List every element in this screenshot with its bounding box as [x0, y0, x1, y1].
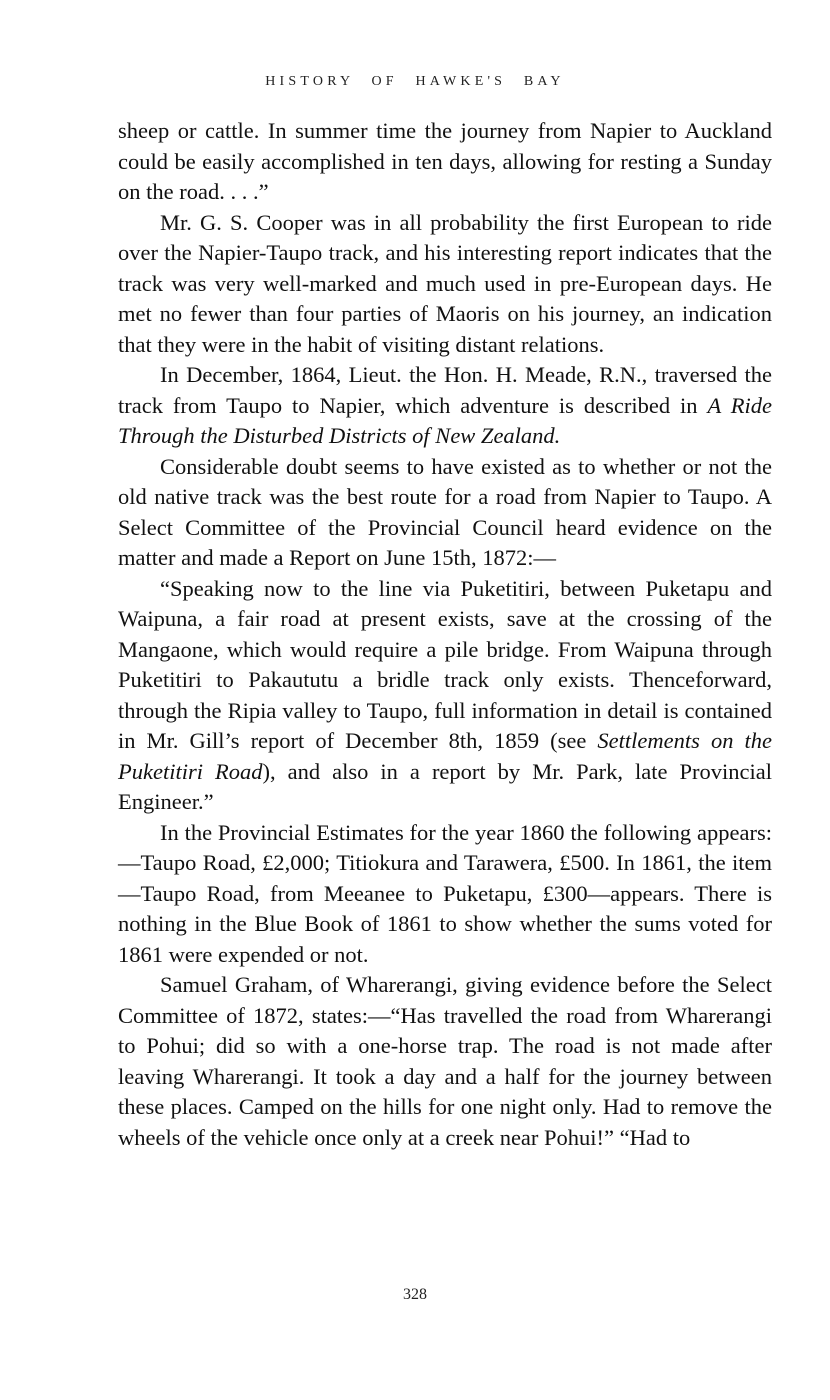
- page-number: 328: [403, 1286, 427, 1303]
- text-segment: “Speaking now to the line via Puketitiri, between Puketapu and Waipuna, a fair road at present exists, save at the crossing of the Mangaone, which would require a pile bridge. From Waipuna through Puketitiri to Pakaututu a bridle track only exists. Thenceforward, through the Ripia valley to Taupo, full information in detail is contained in Mr. Gill’s report of December 8th, 1859 (see: [118, 575, 772, 753]
- text-segment: ), and also in a report by Mr. Park, late Provincial Engineer.”: [118, 758, 772, 814]
- paragraph: [118, 208, 772, 361]
- paragraph: [118, 360, 772, 452]
- book-title: Settlements on the Puketitiri Road: [118, 728, 772, 784]
- paragraph: [118, 970, 772, 1153]
- running-head: HISTORY OF HAWKE'S BAY: [265, 74, 565, 89]
- text-segment: Samuel Graham, of Wharerangi, giving evidence before the Select Committee of 1872, states:—“Has travelled the road from Wharerangi to Pohui; did so with a one-horse trap. The road is not made after leaving Wharerangi. It took a day and a half for the journey between these places. Camped on the hills for one night only. Had to remove the wheels of the vehicle once only at a creek near Pohui!” “Had to: [118, 972, 772, 1150]
- text-segment: In the Provincial Estimates for the year 1860 the following appears:—Taupo Road, £2,000; Titiokura and Tarawera, £500. In 1861, the item—Taupo Road, from Meeanee to Puketapu, £300—appears. There is nothing in the Blue Book of 1861 to show whether the sums voted for 1861 were expended or not.: [118, 819, 772, 967]
- body-text: [118, 116, 772, 1153]
- paragraph: [118, 818, 772, 971]
- text-segment: Considerable doubt seems to have existed as to whether or not the old native track was the best route for a road from Napier to Taupo. A Select Committee of the Provincial Council heard evidence on the matter and made a Report on June 15th, 1872:—: [118, 453, 772, 570]
- text-segment: Mr. G. S. Cooper was in all probability the first European to ride over the Napier-Taupo track, and his interesting report indicates that the track was very well-marked and much used in pre-European days. He met no fewer than four parties of Maoris on his journey, an indication that they were in the habit of visiting distant relations.: [118, 209, 772, 357]
- text-segment: In December, 1864, Lieut. the Hon. H. Meade, R.N., traversed the track from Taupo to Napier, which adventure is described in: [118, 362, 772, 418]
- book-title: A Ride Through the Disturbed Districts of New Zealand.: [118, 392, 772, 448]
- text-segment: sheep or cattle. In summer time the journey from Napier to Auckland could be easily accomplished in ten days, allowing for resting a Sunday on the road. . . .”: [118, 118, 772, 204]
- paragraph: [118, 452, 772, 574]
- paragraph: [118, 116, 772, 208]
- paragraph: [118, 574, 772, 818]
